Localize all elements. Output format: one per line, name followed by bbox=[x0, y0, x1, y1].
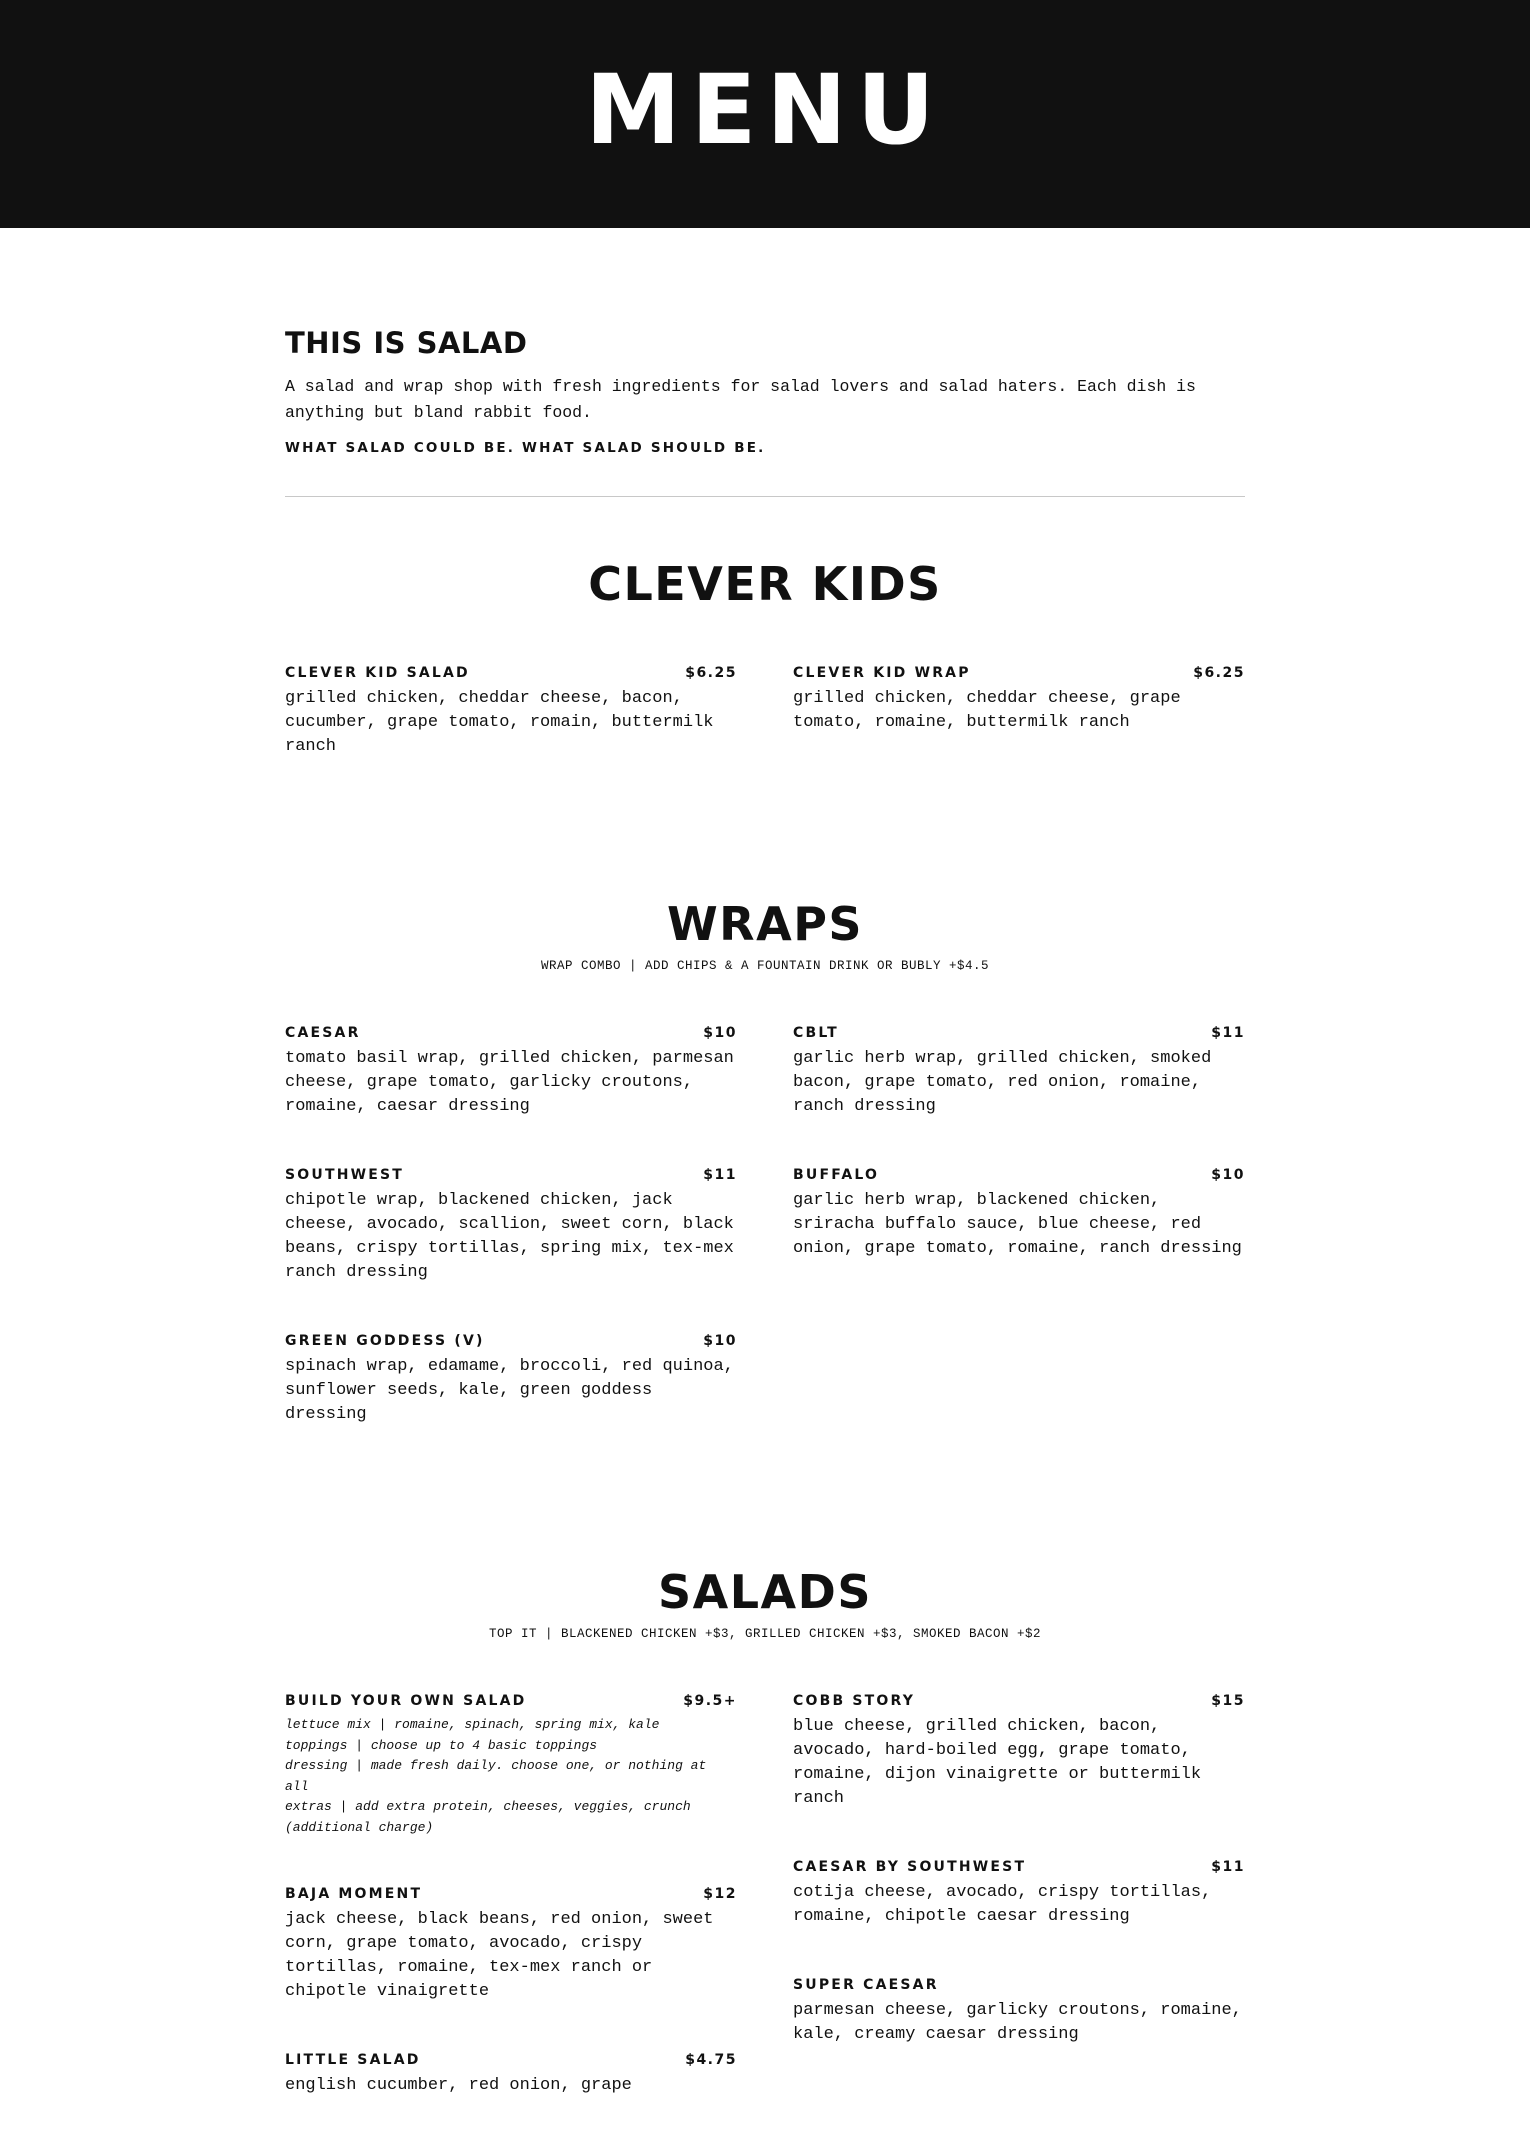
item-price: $15 bbox=[1211, 1693, 1245, 1709]
option-line: toppings | choose up to 4 basic toppings bbox=[285, 1737, 598, 1753]
item-name: CLEVER KID SALAD bbox=[285, 665, 470, 681]
wraps-section bbox=[285, 759, 1245, 1427]
item-name: BUILD YOUR OWN SALAD bbox=[285, 1693, 527, 1709]
item-price: $9.5+ bbox=[683, 1693, 737, 1709]
item-description: garlic herb wrap, grilled chicken, smoked bacon, grape tomato, red onion, romaine, ranch dressing bbox=[793, 1049, 1212, 1116]
intro-text: A salad and wrap shop with fresh ingredients for salad lovers and salad haters. Each dish is anything but bland rabbit food. bbox=[285, 377, 1196, 422]
menu-title: MENU bbox=[585, 54, 945, 166]
build-your-own-options bbox=[285, 1715, 737, 1838]
menu-item bbox=[285, 2052, 737, 2098]
item-description: garlic herb wrap, blackened chicken, sriracha buffalo sauce, blue cheese, red onion, grape tomato, romaine, ranch dressing bbox=[793, 1191, 1242, 1258]
item-price: $10 bbox=[1211, 1167, 1245, 1183]
menu-item bbox=[793, 1025, 1245, 1119]
item-name: GREEN GODDESS (V) bbox=[285, 1333, 485, 1349]
menu-item bbox=[793, 1693, 1245, 1811]
item-name: CLEVER KID WRAP bbox=[793, 665, 971, 681]
item-description: chipotle wrap, blackened chicken, jack cheese, avocado, scallion, sweet corn, black beans, crispy tortillas, spring mix, tex-mex ranch dressing bbox=[285, 1191, 734, 1282]
item-price: $10 bbox=[703, 1333, 737, 1349]
item-price: $10 bbox=[703, 1025, 737, 1041]
item-name: CBLT bbox=[793, 1025, 839, 1041]
item-name: BUFFALO bbox=[793, 1167, 880, 1183]
option-line: lettuce mix | romaine, spinach, spring mix, kale bbox=[285, 1717, 660, 1732]
section-title-salads: SALADS bbox=[658, 1565, 872, 1619]
item-price: $6.25 bbox=[685, 665, 737, 681]
menu-item bbox=[793, 1977, 1245, 2047]
option-line: extras | add extra protein, cheeses, veggies, crunch (additional charge) bbox=[285, 1799, 691, 1835]
menu-item bbox=[285, 1886, 737, 2004]
top-it-note: TOP IT | BLACKENED CHICKEN +$3, GRILLED CHICKEN +$3, SMOKED BACON +$2 bbox=[488, 1627, 1042, 1641]
item-description: blue cheese, grilled chicken, bacon, avocado, hard-boiled egg, grape tomato, romaine, dijon vinaigrette or buttermilk ranch bbox=[793, 1717, 1202, 1808]
section-title-clever-kids: CLEVER KIDS bbox=[588, 557, 942, 611]
clever-kids-section bbox=[285, 497, 1245, 759]
item-name: BAJA MOMENT bbox=[285, 1886, 423, 1902]
item-description: grilled chicken, cheddar cheese, bacon, cucumber, grape tomato, romain, buttermilk ranch bbox=[285, 689, 714, 756]
item-price: $11 bbox=[1211, 1859, 1245, 1875]
item-description: parmesan cheese, garlicky croutons, romaine, kale, creamy caesar dressing bbox=[793, 2001, 1242, 2044]
tagline: WHAT SALAD COULD BE. WHAT SALAD SHOULD BE. bbox=[285, 440, 766, 456]
menu-content bbox=[285, 228, 1245, 2098]
item-name: SOUTHWEST bbox=[285, 1167, 405, 1183]
item-name: CAESAR BY SOUTHWEST bbox=[793, 1859, 1027, 1875]
wrap-combo-note: WRAP COMBO | ADD CHIPS & A FOUNTAIN DRINK OR BUBLY +$4.5 bbox=[540, 959, 990, 973]
intro-title: THIS IS SALAD bbox=[285, 326, 528, 360]
item-name: LITTLE SALAD bbox=[285, 2052, 421, 2068]
item-price: $4.75 bbox=[685, 2052, 737, 2068]
menu-item bbox=[793, 1167, 1245, 1285]
menu-item bbox=[793, 1859, 1245, 1929]
item-description: english cucumber, red onion, grape bbox=[285, 2076, 632, 2095]
menu-item bbox=[793, 665, 1245, 759]
option-line: dressing | made fresh daily. choose one, or nothing at all bbox=[285, 1758, 707, 1794]
item-name: SUPER CAESAR bbox=[793, 1977, 939, 1993]
menu-item bbox=[285, 1167, 737, 1285]
menu-header bbox=[0, 0, 1530, 228]
intro-section bbox=[285, 228, 1245, 497]
menu-item bbox=[285, 1333, 737, 1427]
item-description: tomato basil wrap, grilled chicken, parmesan cheese, grape tomato, garlicky croutons, romaine, caesar dressing bbox=[285, 1049, 734, 1116]
item-name: COBB STORY bbox=[793, 1693, 916, 1709]
item-price: $6.25 bbox=[1193, 665, 1245, 681]
menu-item bbox=[285, 1693, 737, 1838]
item-price: $11 bbox=[703, 1167, 737, 1183]
item-description: spinach wrap, edamame, broccoli, red quinoa, sunflower seeds, kale, green goddess dressing bbox=[285, 1357, 734, 1424]
menu-item bbox=[285, 1025, 737, 1119]
item-description: cotija cheese, avocado, crispy tortillas, romaine, chipotle caesar dressing bbox=[793, 1883, 1212, 1926]
item-description: jack cheese, black beans, red onion, sweet corn, grape tomato, avocado, crispy tortillas, romaine, tex-mex ranch or chipotle vinaigrette bbox=[285, 1910, 714, 2001]
item-description: grilled chicken, cheddar cheese, grape tomato, romaine, buttermilk ranch bbox=[793, 689, 1181, 732]
item-name: CAESAR bbox=[285, 1025, 361, 1041]
item-price: $11 bbox=[1211, 1025, 1245, 1041]
item-price: $12 bbox=[703, 1886, 737, 1902]
menu-item bbox=[285, 665, 737, 759]
salads-section bbox=[285, 1427, 1245, 2098]
section-title-wraps: WRAPS bbox=[666, 897, 864, 951]
